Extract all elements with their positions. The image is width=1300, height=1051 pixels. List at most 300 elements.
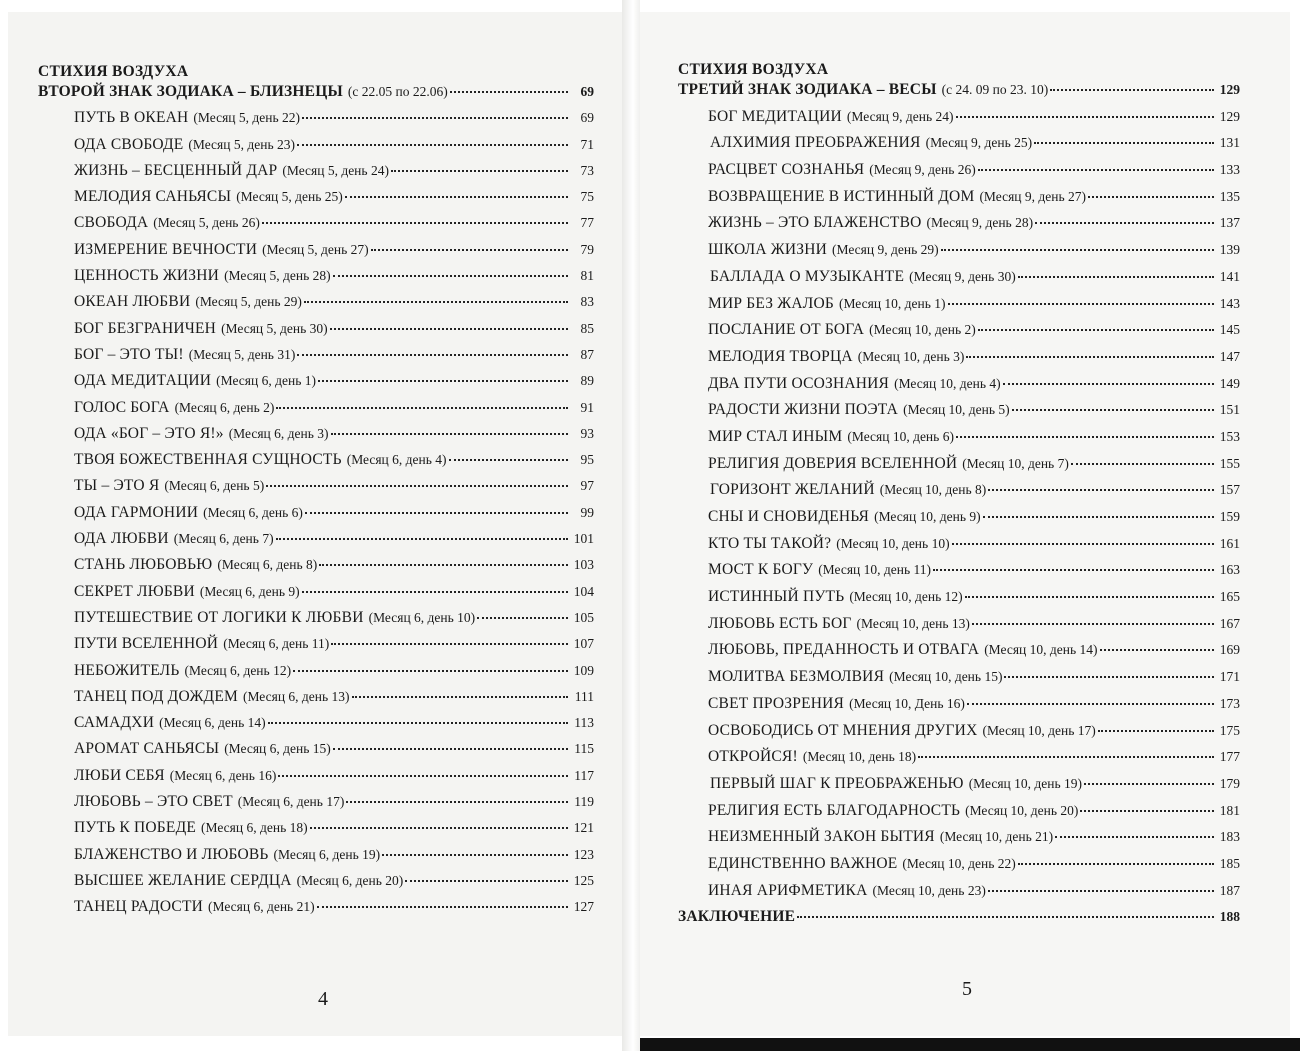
entry-title: ОДА «БОГ – ЭТО Я!» — [74, 424, 224, 442]
entry-date: (Месяц 10, день 3) — [857, 348, 965, 364]
dot-leader — [391, 170, 568, 172]
entry-page-number: 159 — [1219, 509, 1240, 524]
entry-date: (Месяц 6, день 18) — [201, 820, 308, 836]
entry-page-number: 79 — [580, 241, 594, 257]
entry-title: МОСТ К БОГУ — [708, 561, 814, 579]
dot-leader — [1055, 836, 1214, 838]
toc-entry — [38, 213, 594, 239]
dot-leader — [966, 356, 1214, 358]
entry-title: ВОЗВРАЩЕНИЕ В ИСТИННЫЙ ДОМ — [708, 187, 975, 205]
toc-entry — [38, 555, 594, 581]
entry-title: ТЫ – ЭТО Я — [74, 477, 160, 495]
entry-page-number: 165 — [1219, 589, 1240, 605]
dot-leader — [952, 543, 1214, 545]
entry-page-number: 139 — [1219, 242, 1240, 258]
toc-entry — [38, 608, 594, 634]
entry-date: (Месяц 5, день 27) — [262, 241, 369, 257]
toc-entry — [678, 801, 1240, 828]
entry-page-number: 145 — [1219, 322, 1240, 338]
dot-leader — [331, 643, 568, 645]
entry-title: ТРЕТИЙ ЗНАК ЗОДИАКА – ВЕСЫ — [678, 81, 937, 98]
entry-date: (Месяц 5, день 26) — [153, 215, 260, 231]
toc-entry — [678, 560, 1240, 587]
toc-entry — [678, 133, 1240, 160]
dot-leader — [978, 329, 1214, 331]
entry-date: (Месяц 5, день 24) — [282, 162, 389, 178]
entry-date: (Месяц 9, день 30) — [909, 268, 1016, 284]
entry-date: (Месяц 5, день 28) — [224, 268, 331, 284]
dot-leader — [302, 117, 568, 119]
entry-date: (Месяц 6, день 17) — [237, 794, 345, 810]
dot-leader — [972, 623, 1214, 625]
dot-leader — [333, 748, 568, 750]
dot-leader — [276, 538, 568, 540]
entry-title: ЦЕННОСТЬ ЖИЗНИ — [74, 267, 220, 285]
toc-entry — [38, 476, 594, 502]
dot-leader — [797, 916, 1214, 918]
entry-date: (Месяц 10, день 23) — [872, 882, 986, 898]
toc-entry — [38, 529, 594, 555]
toc-heading-entry — [678, 907, 1240, 934]
toc-entry — [38, 687, 594, 713]
entry-date: (Месяц 6, день 8) — [217, 557, 318, 573]
dot-leader — [1050, 89, 1214, 91]
toc-entry — [678, 320, 1240, 347]
entry-page-number: 155 — [1219, 455, 1240, 471]
entry-page-number: 141 — [1219, 268, 1240, 284]
entry-title: БОГ – ЭТО ТЫ! — [74, 345, 184, 363]
toc-entry — [38, 766, 594, 792]
entry-page-number: 107 — [573, 636, 594, 652]
entry-date: (Месяц 10, день 15) — [889, 669, 1003, 685]
entry-date: (Месяц 10, день 7) — [962, 455, 1069, 471]
entry-title: ИНАЯ АРИФМЕТИКА — [708, 881, 868, 899]
entry-page-number: 147 — [1219, 348, 1240, 364]
entry-date: (Месяц 9, день 29) — [832, 242, 939, 258]
toc-entry — [38, 897, 594, 923]
entry-title: ЛЮБОВЬ ЕСТЬ БОГ — [708, 614, 852, 632]
dot-leader — [1018, 276, 1214, 278]
toc-entry — [38, 135, 594, 161]
toc-entry — [678, 213, 1240, 240]
toc-entry — [38, 187, 594, 213]
entry-title: ОДА МЕДИТАЦИИ — [74, 372, 212, 390]
toc-entry — [678, 454, 1240, 481]
entry-page-number: 135 — [1219, 188, 1240, 204]
toc-entry — [678, 267, 1240, 294]
entry-title: СТАНЬ ЛЮБОВЬЮ — [74, 556, 213, 574]
toc-entry — [38, 739, 594, 765]
entry-page-number: 183 — [1219, 829, 1240, 845]
toc-entry — [38, 345, 594, 371]
entry-page-number: 105 — [573, 609, 594, 625]
dot-leader — [1084, 783, 1214, 785]
entry-page-number: 91 — [580, 399, 594, 415]
entry-date: (Месяц 6, день 21) — [208, 899, 315, 915]
entry-title: ПУТЬ В ОКЕАН — [74, 109, 189, 127]
entry-page-number: 181 — [1219, 802, 1240, 818]
entry-page-number: 123 — [573, 846, 594, 862]
entry-title: МИР СТАЛ ИНЫМ — [708, 427, 843, 445]
entry-date: (Месяц 10, день 1) — [838, 295, 946, 311]
entry-title: БОГ МЕДИТАЦИИ — [708, 107, 842, 125]
entry-page-number: 185 — [1219, 855, 1240, 871]
entry-title: ТАНЕЦ РАДОСТИ — [74, 898, 204, 916]
entry-title: МЕЛОДИЯ ТВОРЦА — [708, 347, 853, 365]
entry-date: (Месяц 6, день 14) — [159, 715, 266, 731]
dot-leader — [345, 196, 568, 198]
dot-leader — [330, 328, 568, 330]
entry-page-number: 103 — [573, 557, 594, 573]
entry-page-number: 69 — [580, 110, 594, 126]
dot-leader — [302, 591, 568, 593]
toc-entry — [38, 871, 594, 897]
entry-page-number: 137 — [1219, 215, 1240, 231]
entry-page-number: 169 — [1219, 642, 1240, 658]
entry-date: (Месяц 10, день 21) — [939, 829, 1054, 845]
entry-date: (Месяц 5, день 25) — [236, 189, 343, 205]
entry-page-number: 97 — [580, 478, 594, 494]
scan-edge — [640, 1038, 1300, 1051]
section-title: СТИХИЯ ВОЗДУХА — [38, 63, 189, 80]
entry-date: (Месяц 10, день 19) — [968, 775, 1083, 791]
entry-date: (Месяц 6, день 20) — [296, 872, 404, 888]
entry-title: ГОЛОС БОГА — [74, 398, 170, 416]
toc-left-list — [38, 62, 594, 924]
entry-date: (Месяц 6, день 9) — [199, 583, 300, 599]
entry-title: МОЛИТВА БЕЗМОЛВИЯ — [708, 668, 885, 686]
dot-leader — [450, 91, 568, 93]
entry-page-number: 161 — [1219, 535, 1240, 551]
dot-leader — [1018, 863, 1214, 865]
dot-leader — [304, 301, 568, 303]
entry-page-number: 131 — [1219, 135, 1240, 151]
toc-entry — [678, 187, 1240, 214]
entry-date: (Месяц 5, день 30) — [221, 320, 328, 336]
dot-leader — [1003, 383, 1214, 385]
dot-leader — [262, 222, 568, 224]
dot-leader — [1035, 222, 1214, 224]
page-number: 4 — [318, 988, 328, 1010]
entry-page-number: 73 — [580, 162, 594, 178]
entry-title: ЛЮБОВЬ – ЭТО СВЕТ — [74, 793, 233, 811]
entry-title: ПОСЛАНИЕ ОТ БОГА — [708, 321, 865, 339]
toc-entry — [38, 661, 594, 687]
entry-title: ПЕРВЫЙ ШАГ К ПРЕОБРАЖЕНЬЮ — [710, 774, 964, 792]
entry-title: ОТКРОЙСЯ! — [708, 748, 798, 766]
toc-entry — [678, 854, 1240, 881]
entry-title: МЕЛОДИЯ САНЬЯСЫ — [74, 188, 232, 206]
toc-entry — [678, 721, 1240, 748]
page-number: 5 — [962, 978, 972, 1000]
dot-leader — [918, 756, 1214, 758]
entry-date: (Месяц 6, день 11) — [223, 636, 330, 652]
dot-leader — [956, 436, 1214, 438]
toc-entry — [38, 292, 594, 318]
entry-page-number: 163 — [1219, 562, 1240, 578]
dot-leader — [956, 116, 1215, 118]
entry-date: (Месяц 6, день 7) — [173, 531, 274, 547]
entry-page-number: 77 — [580, 215, 594, 231]
dot-leader — [1088, 196, 1214, 198]
entry-page-number: 113 — [574, 715, 594, 731]
toc-entry — [678, 827, 1240, 854]
entry-title: РАСЦВЕТ СОЗНАНЬЯ — [708, 161, 865, 179]
entry-date: (Месяц 10, день 22) — [902, 855, 1016, 871]
entry-page-number: 71 — [580, 136, 594, 152]
entry-title: ЕДИНСТВЕННО ВАЖНОЕ — [708, 854, 898, 872]
dot-leader — [331, 433, 568, 435]
entry-page-number: 111 — [574, 688, 594, 704]
dot-leader — [293, 670, 568, 672]
entry-title: ОДА ЛЮБВИ — [74, 530, 169, 548]
toc-heading-entry — [678, 80, 1240, 107]
toc-entry — [678, 614, 1240, 641]
toc-entry — [38, 503, 594, 529]
entry-page-number: 127 — [573, 899, 594, 915]
entry-date: (Месяц 10, день 5) — [903, 402, 1010, 418]
entry-title: АРОМАТ САНЬЯСЫ — [74, 740, 220, 758]
entry-date: (Месяц 9, день 26) — [869, 162, 976, 178]
entry-page-number: 119 — [574, 794, 594, 810]
entry-date: (Месяц 10, день 17) — [982, 722, 1096, 738]
entry-page-number: 115 — [574, 741, 594, 757]
entry-page-number: 188 — [1219, 909, 1240, 925]
entry-date: (Месяц 9, день 24) — [846, 108, 954, 124]
entry-page-number: 171 — [1219, 669, 1240, 685]
entry-date: (с 22.05 по 22.06) — [347, 84, 448, 99]
entry-title: СВЕТ ПРОЗРЕНИЯ — [708, 694, 845, 712]
dot-leader — [346, 801, 568, 803]
entry-title: НЕИЗМЕННЫЙ ЗАКОН БЫТИЯ — [708, 828, 935, 846]
entry-page-number: 175 — [1219, 722, 1240, 738]
toc-entry — [678, 374, 1240, 401]
toc-entry — [678, 587, 1240, 614]
entry-date: (Месяц 10, день 14) — [984, 642, 1098, 658]
entry-page-number: 83 — [580, 294, 594, 310]
entry-title: БЛАЖЕНСТВО И ЛЮБОВЬ — [74, 845, 269, 863]
entry-date: (Месяц 10, день 8) — [879, 482, 987, 498]
entry-date: (Месяц 6, день 1) — [216, 373, 316, 389]
entry-date: (Месяц 10, день 10) — [836, 535, 950, 551]
toc-entry — [38, 818, 594, 844]
entry-title: СЕКРЕТ ЛЮБВИ — [74, 582, 195, 600]
entry-page-number: 89 — [580, 373, 594, 389]
entry-title: ПУТИ ВСЕЛЕННОЙ — [74, 635, 219, 653]
dot-leader — [317, 906, 568, 908]
entry-page-number: 129 — [1219, 108, 1240, 124]
toc-entry — [678, 294, 1240, 321]
entry-title: БОГ БЕЗГРАНИЧЕН — [74, 319, 217, 337]
dot-leader — [477, 617, 568, 619]
entry-date: (Месяц 10, день 11) — [818, 562, 931, 578]
entry-page-number: 151 — [1219, 402, 1240, 418]
toc-heading-entry — [38, 82, 594, 108]
toc-entry — [678, 480, 1240, 507]
entry-date: (с 24. 09 по 23. 10) — [941, 82, 1049, 97]
dot-leader — [449, 459, 568, 461]
entry-date: (Месяц 10, день 2) — [869, 322, 976, 338]
entry-page-number: 81 — [580, 268, 594, 284]
entry-page-number: 101 — [573, 531, 594, 547]
dot-leader — [352, 696, 568, 698]
entry-date: (Месяц 6, день 13) — [242, 688, 350, 704]
entry-date: (Месяц 10, День 16) — [849, 695, 965, 711]
entry-date: (Месяц 6, день 10) — [368, 609, 476, 625]
entry-title: РЕЛИГИЯ ДОВЕРИЯ ВСЕЛЕННОЙ — [708, 454, 958, 472]
entry-page-number: 129 — [1219, 82, 1240, 97]
entry-date: (Месяц 9, день 28) — [926, 215, 1034, 231]
entry-page-number: 125 — [573, 872, 594, 888]
entry-title: ОСВОБОДИСЬ ОТ МНЕНИЯ ДРУГИХ — [708, 721, 978, 739]
entry-page-number: 93 — [580, 425, 594, 441]
entry-date: (Месяц 6, день 19) — [273, 846, 381, 862]
entry-page-number: 104 — [573, 583, 594, 599]
toc-entry — [38, 713, 594, 739]
toc-entry — [38, 266, 594, 292]
entry-date: (Месяц 6, день 5) — [164, 478, 265, 494]
dot-leader — [268, 722, 568, 724]
dot-leader — [1004, 676, 1214, 678]
entry-title: РАДОСТИ ЖИЗНИ ПОЭТА — [708, 401, 899, 419]
entry-date: (Месяц 9, день 25) — [925, 135, 1033, 151]
entry-page-number: 75 — [580, 189, 594, 205]
dot-leader — [988, 890, 1214, 892]
entry-title: ОДА ГАРМОНИИ — [74, 503, 199, 521]
entry-title: ГОРИЗОНТ ЖЕЛАНИЙ — [710, 481, 875, 499]
entry-date: (Месяц 10, день 20) — [965, 802, 1079, 818]
entry-title: НЕБОЖИТЕЛЬ — [74, 661, 180, 679]
entry-date: (Месяц 5, день 23) — [188, 136, 295, 152]
toc-entry — [38, 319, 594, 345]
entry-page-number: 133 — [1219, 162, 1240, 178]
dot-leader — [1034, 142, 1214, 144]
dot-leader — [967, 703, 1214, 705]
toc-entry — [678, 667, 1240, 694]
entry-title: ЖИЗНЬ – ЭТО БЛАЖЕНСТВО — [708, 214, 922, 232]
entry-date: (Месяц 5, день 29) — [195, 294, 302, 310]
entry-title: ТАНЕЦ ПОД ДОЖДЕМ — [74, 687, 238, 705]
entry-page-number: 167 — [1219, 615, 1240, 631]
entry-page-number: 69 — [580, 84, 594, 99]
dot-leader — [1071, 463, 1214, 465]
entry-date: (Месяц 6, день 16) — [169, 767, 277, 783]
entry-date: (Месяц 6, день 2) — [174, 399, 275, 415]
entry-title: САМАДХИ — [74, 714, 155, 732]
dot-leader — [278, 775, 568, 777]
toc-entry — [678, 774, 1240, 801]
entry-title: ОДА СВОБОДЕ — [74, 135, 184, 153]
entry-page-number: 143 — [1219, 295, 1240, 311]
dot-leader — [405, 880, 568, 882]
toc-entry — [38, 161, 594, 187]
entry-page-number: 177 — [1219, 749, 1240, 765]
toc-entry — [678, 881, 1240, 908]
dot-leader — [978, 169, 1214, 171]
entry-page-number: 173 — [1219, 695, 1240, 711]
toc-entry — [38, 371, 594, 397]
toc-entry — [38, 424, 594, 450]
toc-entry — [678, 694, 1240, 721]
entry-date: (Месяц 10, день 13) — [856, 615, 970, 631]
entry-date: (Месяц 10, день 6) — [847, 428, 954, 444]
entry-page-number: 121 — [573, 820, 594, 836]
entry-date: (Месяц 5, день 22) — [193, 110, 300, 126]
toc-entry — [38, 398, 594, 424]
dot-leader — [297, 144, 568, 146]
toc-entry — [678, 747, 1240, 774]
entry-page-number: 187 — [1219, 882, 1240, 898]
entry-date: (Месяц 10, день 18) — [802, 749, 917, 765]
entry-title: ЖИЗНЬ – БЕСЦЕННЫЙ ДАР — [74, 161, 278, 179]
dot-leader — [318, 380, 568, 382]
book-gutter — [622, 0, 640, 1051]
entry-title: ВЫСШЕЕ ЖЕЛАНИЕ СЕРДЦА — [74, 871, 292, 889]
entry-page-number: 109 — [573, 662, 594, 678]
toc-entry — [678, 240, 1240, 267]
entry-title: ДВА ПУТИ ОСОЗНАНИЯ — [708, 374, 890, 392]
entry-title: ТВОЯ БОЖЕСТВЕННАЯ СУЩНОСТЬ — [74, 451, 342, 469]
toc-entry — [678, 507, 1240, 534]
dot-leader — [933, 569, 1214, 571]
entry-title: ПУТЕШЕСТВИЕ ОТ ЛОГИКИ К ЛЮБВИ — [74, 608, 364, 626]
entry-title: ЛЮБОВЬ, ПРЕДАННОСТЬ И ОТВАГА — [708, 641, 980, 659]
dot-leader — [333, 275, 568, 277]
entry-page-number: 95 — [580, 452, 594, 468]
toc-entry — [38, 582, 594, 608]
dot-leader — [1098, 730, 1214, 732]
dot-leader — [305, 512, 568, 514]
toc-entry — [678, 400, 1240, 427]
entry-page-number: 117 — [574, 767, 594, 783]
toc-entry — [678, 347, 1240, 374]
entry-date: (Месяц 10, день 12) — [849, 589, 963, 605]
entry-page-number: 157 — [1219, 482, 1240, 498]
toc-entry — [38, 240, 594, 266]
dot-leader — [297, 354, 568, 356]
entry-title: СНЫ И СНОВИДЕНЬЯ — [708, 508, 870, 525]
entry-page-number: 179 — [1219, 775, 1240, 791]
toc-entry — [38, 450, 594, 476]
entry-title: ВТОРОЙ ЗНАК ЗОДИАКА – БЛИЗНЕЦЫ — [38, 83, 343, 100]
dot-leader — [1080, 810, 1214, 812]
dot-leader — [1012, 409, 1214, 411]
dot-leader — [382, 854, 568, 856]
entry-page-number: 99 — [580, 504, 594, 520]
entry-page-number: 153 — [1219, 428, 1240, 444]
dot-leader — [983, 516, 1214, 518]
toc-entry — [38, 845, 594, 871]
toc-entry — [38, 634, 594, 660]
entry-date: (Месяц 10, день 9) — [874, 509, 981, 524]
entry-date: (Месяц 6, день 12) — [184, 662, 292, 678]
section-title: СТИХИЯ ВОЗДУХА — [678, 61, 829, 78]
entry-page-number: 85 — [580, 320, 594, 336]
toc-entry — [678, 534, 1240, 561]
toc-entry — [678, 427, 1240, 454]
entry-title: РЕЛИГИЯ ЕСТЬ БЛАГОДАРНОСТЬ — [708, 801, 961, 819]
dot-leader — [941, 249, 1214, 251]
entry-title: ИЗМЕРЕНИЕ ВЕЧНОСТИ — [74, 240, 258, 258]
dot-leader — [276, 407, 568, 409]
entry-date: (Месяц 10, день 4) — [894, 375, 1001, 391]
toc-entry — [678, 107, 1240, 134]
entry-title: МИР БЕЗ ЖАЛОБ — [708, 294, 834, 312]
entry-date: (Месяц 6, день 3) — [228, 425, 329, 441]
entry-date: (Месяц 9, день 27) — [979, 188, 1087, 204]
entry-title: ЗАКЛЮЧЕНИЕ — [678, 908, 796, 926]
dot-leader — [319, 564, 568, 566]
